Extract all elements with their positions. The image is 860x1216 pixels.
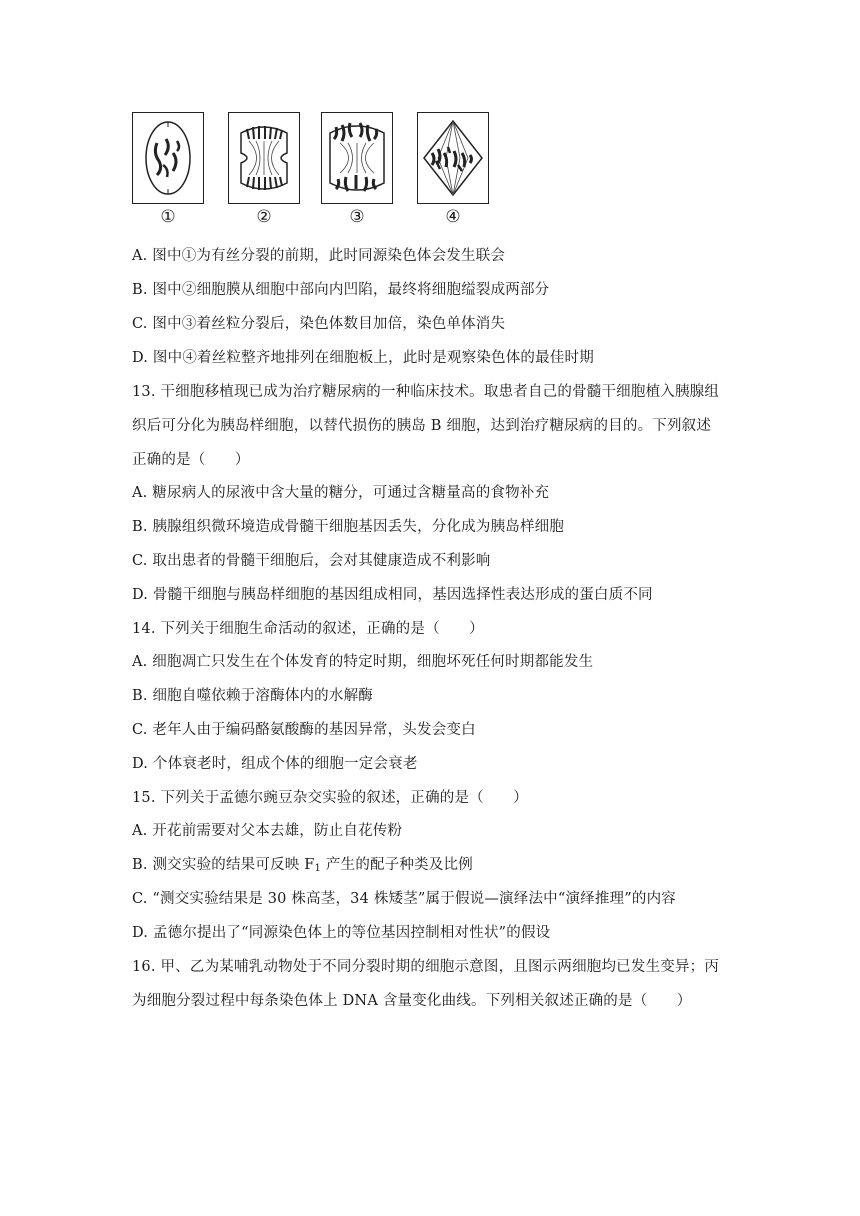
q14-stem: 14. 下列关于细胞生命活动的叙述，正确的是（ ）: [132, 621, 484, 637]
q14-option-b: B. 细胞自噬依赖于溶酶体内的水解酶: [132, 688, 373, 704]
q13-option-d: D. 骨髓干细胞与胰岛样细胞的基因组成相同，基因选择性表达形成的蛋白质不同: [132, 587, 653, 603]
q15-option-c: C. “测交实验结果是 30 株高茎，34 株矮茎”属于假说—演绎法中“演绎推理”的内容: [132, 891, 676, 907]
q13-option-a: A. 糖尿病人的尿液中含大量的糖分，可通过含糖量高的食物补充: [132, 485, 550, 501]
figure-1-box: [132, 112, 204, 204]
q12-option-c: C. 图中③着丝粒分裂后，染色体数目加倍，染色单体消失: [132, 316, 506, 332]
q12-option-b: B. 图中②细胞膜从细胞中部向内凹陷，最终将细胞缢裂成两部分: [132, 282, 550, 298]
q15-option-b: [132, 855, 473, 875]
q13-stem-line-3: 正确的是（ ）: [132, 452, 250, 468]
q14-option-c: C. 老年人由于编码酪氨酸酶的基因异常，头发会变白: [132, 722, 476, 738]
figure-3-label: ③: [349, 207, 365, 227]
figure-2-box: [228, 112, 300, 204]
figure-4: [417, 112, 489, 227]
figure-2-label: ②: [256, 207, 272, 227]
q16-stem-line-1: 16. 甲、乙为某哺乳动物处于不同分裂时期的细胞示意图，且图示两细胞均已发生变异；丙: [132, 959, 720, 975]
q12-option-a: A. 图中①为有丝分裂的前期，此时同源染色体会发生联会: [132, 248, 506, 264]
figure-1-label: ①: [160, 207, 176, 227]
q16-stem-line-2: 为细胞分裂过程中每条染色体上 DNA 含量变化曲线。下列相关叙述正确的是（ ）: [132, 993, 692, 1009]
cell-diagram-anaphase: [322, 113, 392, 203]
q15-option-b-pre: B. 测交实验的结果可反映 F: [132, 857, 315, 873]
q13-option-c: C. 取出患者的骨髓干细胞后，会对其健康造成不利影响: [132, 553, 491, 569]
q15-option-b-post: 产生的配子种类及比例: [321, 857, 473, 873]
cell-diagram-metaphase: [418, 113, 488, 203]
figure-2: [228, 112, 300, 227]
figure-4-label: ④: [445, 207, 461, 227]
cell-diagram-prophase: [133, 113, 203, 203]
cell-diagram-telophase: [229, 113, 299, 203]
figure-3: [321, 112, 393, 227]
figure-4-box: [417, 112, 489, 204]
q13-option-b: B. 胰腺组织微环境造成骨髓干细胞基因丢失，分化成为胰岛样细胞: [132, 519, 565, 535]
q15-option-d: D. 孟德尔提出了“同源染色体上的等位基因控制相对性状”的假设: [132, 925, 551, 941]
q13-stem-line-1: 13. 干细胞移植现已成为治疗糖尿病的一种临床技术。取患者自己的骨髓干细胞植入胰腺组: [132, 384, 720, 400]
q15-option-b-subscript: 1: [314, 863, 322, 874]
q13-stem-line-2: 织后可分化为胰岛样细胞，以替代损伤的胰岛 B 细胞，达到治疗糖尿病的目的。下列叙述: [132, 418, 712, 434]
q15-stem: 15. 下列关于孟德尔豌豆杂交实验的叙述，正确的是（ ）: [132, 790, 528, 806]
q12-option-d: D. 图中④着丝粒整齐地排列在细胞板上，此时是观察染色体的最佳时期: [132, 350, 594, 366]
figure-3-box: [321, 112, 393, 204]
figure-1: [132, 112, 204, 227]
q14-option-a: A. 细胞凋亡只发生在个体发育的特定时期，细胞坏死任何时期都能发生: [132, 654, 594, 670]
mitosis-figures: [132, 112, 492, 230]
q15-option-a: A. 开花前需要对父本去雄，防止自花传粉: [132, 823, 403, 839]
q14-option-d: D. 个体衰老时，组成个体的细胞一定会衰老: [132, 756, 418, 772]
